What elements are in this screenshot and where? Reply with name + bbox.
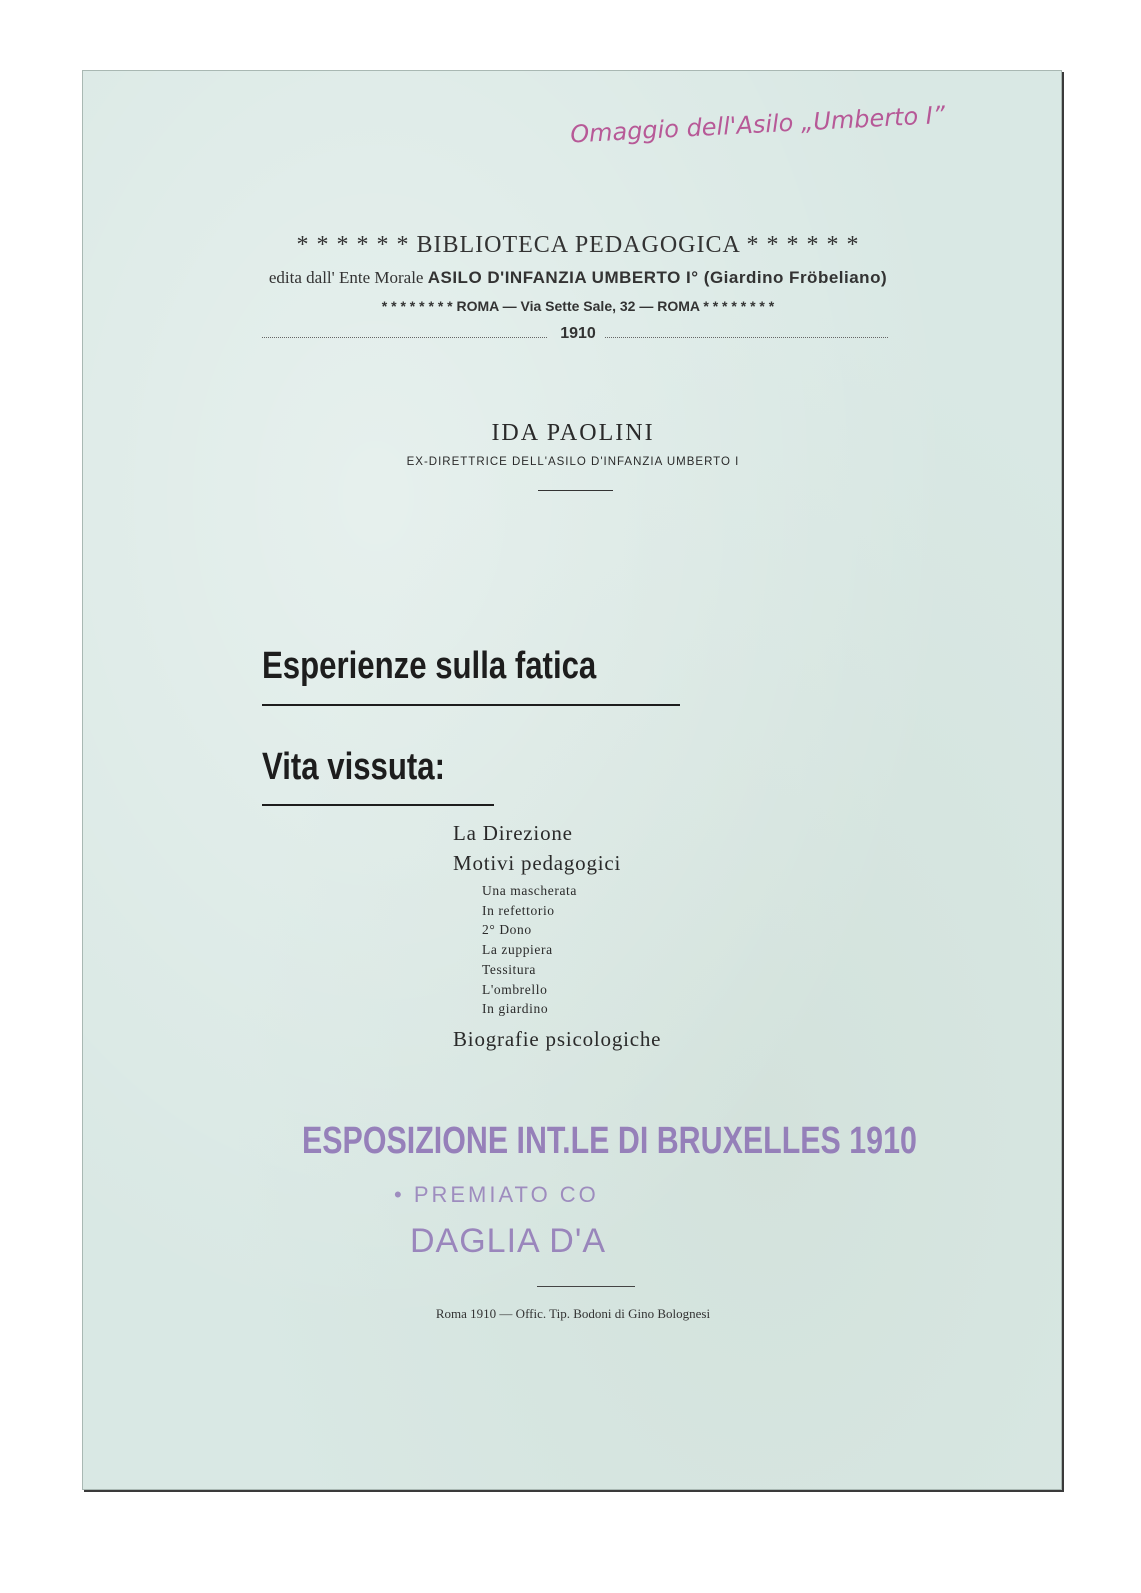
publisher-line (258, 268, 898, 288)
author-name: IDA PAOLINI (491, 420, 655, 446)
author-divider (538, 490, 613, 491)
contents-subsection: Una mascherata (482, 883, 577, 898)
author-role: EX-DIRETTRICE DELL'ASILO D'INFANZIA UMBERTO I (406, 456, 740, 468)
dedication-stamp: Omaggio dell'Asilo „Umberto I” (569, 100, 946, 149)
printer-imprint: Roma 1910 — Offic. Tip. Bodoni di Gino Bolognesi (435, 1306, 711, 1321)
exhibition-stamp-line1: ESPOSIZIONE INT.LE DI BRUXELLES 1910 (302, 1120, 917, 1162)
contents-section: La Direzione (453, 821, 573, 845)
contents-subsection: L'ombrello (482, 982, 548, 997)
exhibition-stamp-line3: DAGLIA D'A (410, 1222, 607, 1260)
year-rule-right (605, 337, 888, 338)
second-title-underline (262, 804, 494, 806)
contents-subsection: In refettorio (482, 903, 555, 918)
exhibition-stamp-line2: • PREMIATO CO (394, 1182, 599, 1207)
contents-subsection: 2° Dono (482, 922, 532, 937)
second-title: Vita vissuta: (262, 746, 446, 788)
publisher-prefix: edita dall' Ente Morale (268, 268, 428, 287)
main-title: Esperienze sulla fatica (262, 645, 597, 687)
publisher-name: ASILO D'INFANZIA UMBERTO I° (Giardino Fröbeliano) (427, 268, 888, 287)
imprint-divider (537, 1286, 635, 1287)
publication-year: 1910 (560, 325, 596, 342)
contents-subsection: La zuppiera (482, 942, 553, 957)
series-title: * * * * * * BIBLIOTECA PEDAGOGICA * * * * * * (296, 232, 860, 258)
contents-subsection: In giardino (482, 1001, 549, 1016)
contents-subsection: Tessitura (482, 962, 536, 977)
publisher-address: * * * * * * * * ROMA — Via Sette Sale, 32 — ROMA * * * * * * * * (381, 298, 775, 314)
contents-section: Motivi pedagogici (453, 851, 622, 875)
contents-section: Biografie psicologiche (453, 1027, 662, 1051)
main-title-underline (262, 704, 680, 706)
